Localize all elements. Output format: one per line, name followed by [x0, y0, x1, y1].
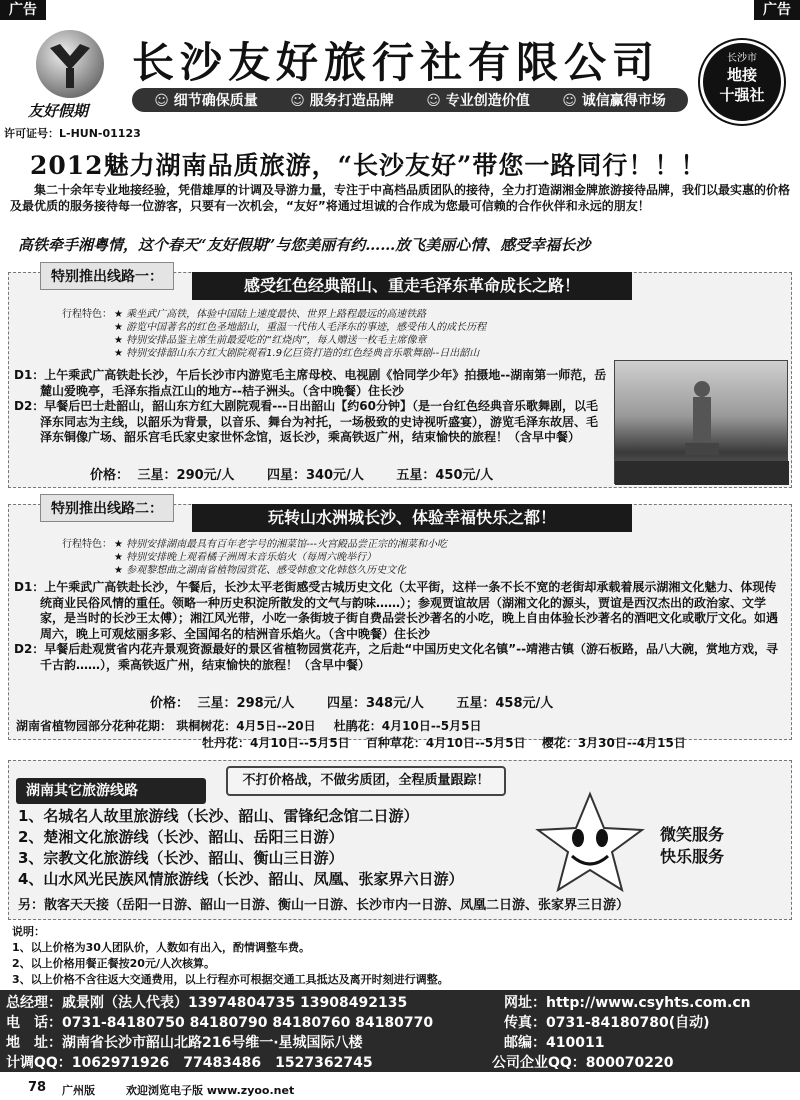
dispatch-qq: 计调QQ：1062971926 77483486 1527362745	[6, 1055, 373, 1071]
price-5-star: 五星：458元/人	[456, 696, 554, 711]
itinerary-day: D1：上午乘武广高铁赴长沙，午后长沙市内游览毛主席母校、电视剧《恰同学少年》拍摄地--湖南第一师范，岳麓山爱晚亭，毛泽东指点江山的地方--桔子洲头。（含中晚餐）住长沙	[14, 368, 607, 398]
route-1-label: 特别推出线路一：	[40, 262, 174, 290]
itinerary-day: D2：早餐后赴观赏省内花卉景观资源最好的景区省植物园赏花卉，之后赴“中国历史文化名镇”--靖港古镇（游石板路，品八大碗，赏地方戏，寻千古韵……），乘高铁返广州，结束愉快的旅程！（含早中餐）	[14, 642, 779, 672]
itinerary-day: D1：上午乘武广高铁赴长沙，午餐后，长沙太平老街感受古城历史文化（太平街，这样一条不长不宽的老街却承载着展示湖湘文化魅力、体现传统商业民俗风情的重任。领略一种历史积淀所散发的文气与韵味……）；参观贾谊故居（湖湘文化的源头，贾谊是西汉杰出的政治家、文学家，是当时的长沙王太傅）；湘江风光带，小吃一条街坡子街自费品尝长沙著名的小吃，晚上自由体验长沙著名的酒吧文化或歌厅文化。如遇周六，晚上可观炫丽多彩、全国闻名的桔洲音乐焰火。（含中晚餐）住长沙	[14, 580, 779, 641]
route-line-item: 4、山水风光民族风情旅游线（长沙、韶山、凤凰、张家界六日游）	[18, 870, 464, 888]
smile-service-text	[660, 824, 724, 868]
badge-line-3: 十强社	[719, 86, 765, 104]
daily-tours-note: 另：散客天天接（岳阳一日游、韶山一日游、衡山一日游、长沙市内一日游、凤凰二日游、张家界三日游）	[18, 898, 630, 913]
flower-schedule	[16, 718, 792, 752]
feature-item: ★ 特别安排品鉴主席生前最爱吃的“红烧肉”，每人赠送一枚毛主席像章	[114, 334, 622, 347]
yellow-swirl-logo-icon	[36, 30, 104, 98]
smile-line: 微笑服务	[660, 825, 725, 844]
feature-item: ★ 参观黎想曲之湖南省植物园赏花、感受韩愈文化韩悠久历史文化	[114, 564, 622, 577]
postcode: 邮编：410011	[504, 1035, 605, 1051]
page-footer	[0, 1076, 800, 1100]
badge-city: 长沙市	[727, 53, 757, 64]
route-2-features	[62, 538, 622, 577]
top-ten-badge	[700, 40, 784, 124]
note-item: 2、以上价格用餐正餐按20元/人次核算。	[12, 957, 215, 970]
flower-schedule-label: 湖南省植物园部分花种花期：	[16, 719, 173, 733]
feature-item: ★ 特别安排韶山东方红大剧院观看1.9亿巨资打造的红色经典音乐歌舞剧--日出韶山	[114, 347, 622, 360]
smiling-star-icon	[532, 790, 648, 896]
company-name: 长沙友好旅行社有限公司	[132, 38, 661, 87]
other-routes-list	[18, 806, 578, 890]
tagline: 高铁牵手湘粤情，这个春天“友好假期”与您美丽有约……放飞美丽心情、感受幸福长沙	[18, 236, 591, 254]
note-item: 3、以上价格不含往返大交通费用，以上行程亦可根据交通工具抵达及离开时刻进行调整。	[12, 973, 449, 986]
edition-label: 广州版	[62, 1084, 95, 1097]
quality-scroll-banner: 不打价格战，不做劣质团，全程质量跟踪！	[226, 766, 506, 796]
feature-item: ★ 特别安排晚上观看橘子洲周末音乐焰火（每周六晚举行）	[114, 551, 622, 564]
e-edition-link[interactable]: 欢迎浏览电子版 www.zyoo.net	[126, 1084, 295, 1097]
route-2-prices	[150, 692, 581, 711]
flower-item: 百种草花：4月10日--5月5日	[365, 736, 526, 750]
flower-item: 珙桐树花：4月5日--20日	[176, 719, 316, 733]
price-5-star: 五星：450元/人	[396, 468, 494, 483]
itinerary-day: D2：早餐后巴士赴韶山，韶山东方红大剧院观看---日出韶山【约60分钟】（是一台红色经典音乐歌舞剧，以毛泽东同志为主线，以韶乐为背景，以音乐、舞台为衬托，一场极致的史诗视听盛宴），游览毛泽东故居、毛泽东铜像广场、韶乐宫毛氏家史家世怀念馆，返长沙，乘高铁返广州，结束愉快的旅程！（含早中餐）	[14, 399, 599, 444]
price-3-star: 三星：298元/人	[197, 696, 295, 711]
route-2-itinerary	[14, 580, 786, 673]
route-1-features	[62, 308, 622, 360]
route-2-label: 特别推出线路二：	[40, 494, 174, 522]
notes-title: 说明：	[12, 925, 45, 938]
website-link[interactable]: 网址：http://www.csyhts.com.cn	[504, 995, 751, 1011]
phone-numbers: 电 话：0731-84180750 84180790 84180760 84180770	[6, 1015, 434, 1031]
flower-item: 牡丹花：4月10日--5月5日	[202, 736, 350, 750]
ad-tag-left: 广告	[0, 0, 46, 20]
route-line-item: 3、宗教文化旅游线（长沙、韶山、衡山三日游）	[18, 849, 344, 867]
brand-name: 友好假期	[28, 102, 89, 120]
headline: 2012魅力湖南品质旅游，“长沙友好”带您一路同行！！！	[30, 151, 707, 180]
contact-bar	[0, 990, 800, 1072]
manager-contact: 总经理：戚景刚（法人代表）13974804735 13908492135	[6, 995, 408, 1011]
price-label: 价格：	[90, 468, 130, 483]
route-line-item: 1、名城名人故里旅游线（长沙、韶山、雷锋纪念馆二日游）	[18, 807, 419, 825]
slogan-item: ☺ 诚信赢得市场	[562, 90, 665, 110]
price-notes	[12, 924, 792, 988]
feature-item: ★ 游览中国著名的红色圣地韶山，重温一代伟人毛泽东的事迹，感受伟人的成长历程	[114, 321, 622, 334]
page-number: 78	[28, 1080, 47, 1095]
route-1-itinerary	[14, 368, 608, 446]
flower-item: 樱花：3月30日--4月15日	[541, 736, 686, 750]
slogan-bar	[132, 88, 688, 112]
address: 地 址：湖南省长沙市韶山北路216号维一·星城国际八楼	[6, 1035, 363, 1051]
price-4-star: 四星：340元/人	[266, 468, 364, 483]
shaoshan-statue-photo	[614, 360, 788, 484]
fax-number: 传真：0731-84180780(自动)	[504, 1015, 710, 1031]
slogan-item: ☺ 服务打造品牌	[290, 90, 393, 110]
other-routes-title: 湖南其它旅游线路	[16, 778, 206, 804]
features-label: 行程特色：	[62, 309, 112, 320]
slogan-item: ☺ 专业创造价值	[426, 90, 529, 110]
ad-tag-right: 广告	[754, 0, 800, 20]
slogan-item: ☺ 细节确保质量	[154, 90, 257, 110]
price-label: 价格：	[150, 696, 190, 711]
flower-item: 杜鹃花：4月10日--5月5日	[333, 719, 482, 733]
feature-item: ★ 特别安排湖南最具有百年老字号的湘菜馆---火宫殿品尝正宗的湘菜和小吃	[114, 538, 622, 551]
note-item: 1、以上价格为30人团队价，人数如有出入，酌情调整车费。	[12, 941, 310, 954]
route-1-title: 感受红色经典韶山、重走毛泽东革命成长之路！	[192, 272, 632, 300]
features-label: 行程特色：	[62, 539, 112, 550]
smile-line: 快乐服务	[660, 847, 725, 866]
license-number: 许可证号：L-HUN-01123	[4, 127, 141, 140]
route-1-prices	[90, 464, 521, 483]
price-4-star: 四星：348元/人	[326, 696, 424, 711]
intro-paragraph: 集二十余年专业地接经验，凭借雄厚的计调及导游力量，专注于中高档品质团队的接待，全力打造湖湘金牌旅游接待品牌，我们以最实惠的价格及最优质的服务接待每一位游客，只要有一次机会，“友好”将通过坦诚的合作成为您最可信赖的合作伙伴和永远的朋友！	[10, 183, 791, 213]
company-qq: 公司企业QQ：800070220	[492, 1055, 674, 1071]
route-line-item: 2、楚湘文化旅游线（长沙、韶山、岳阳三日游）	[18, 828, 344, 846]
route-2-title: 玩转山水洲城长沙、体验幸福快乐之都！	[192, 504, 632, 532]
badge-line-2: 地接	[726, 66, 757, 84]
price-3-star: 三星：290元/人	[137, 468, 235, 483]
feature-item: ★ 乘坐武广高铁，体验中国陆上速度最快、世界上路程最远的高速铁路	[114, 308, 622, 321]
